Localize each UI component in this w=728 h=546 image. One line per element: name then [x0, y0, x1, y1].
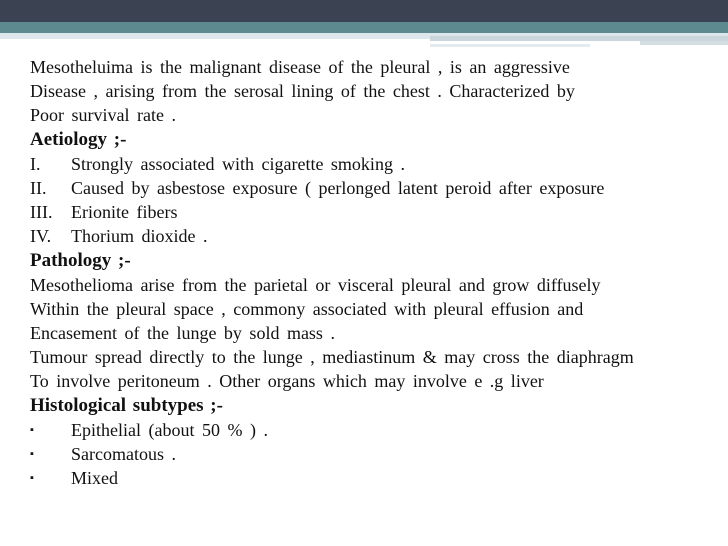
aetiology-heading: Aetiology ;-	[30, 128, 127, 150]
histology-item	[30, 418, 728, 442]
histology-heading: Histological subtypes ;-	[30, 394, 223, 416]
pathology-line: Tumour spread directly to the lunge , mediastinum & may cross the diaphragm	[30, 347, 634, 368]
pathology-line: Encasement of the lunge by sold mass .	[30, 323, 335, 344]
list-marker: I.	[30, 153, 41, 174]
aetiology-item	[30, 200, 728, 224]
header-dark-bar	[0, 0, 728, 22]
list-marker: III.	[30, 202, 53, 223]
list-item-text: Erionite fibers	[71, 202, 178, 223]
aetiology-item	[30, 176, 728, 200]
histology-item	[30, 442, 728, 466]
pathology-line: Mesothelioma arise from the parietal or visceral pleural and grow diffusely	[30, 274, 601, 295]
list-item-text: Caused by asbestose exposure ( perlonged latent peroid after exposure	[71, 177, 605, 198]
aetiology-item	[30, 152, 728, 176]
list-marker: IV.	[30, 226, 52, 247]
header-accent-line	[640, 41, 728, 45]
intro-line: Poor survival rate .	[30, 105, 176, 126]
histology-item	[30, 466, 728, 490]
header-teal-band	[0, 22, 728, 33]
header-accent-line	[430, 44, 590, 47]
square-bullet-icon: ▪	[30, 448, 34, 460]
list-item-text: Thorium dioxide .	[71, 226, 208, 247]
list-item-text: Strongly associated with cigarette smoking .	[71, 153, 405, 174]
list-marker: II.	[30, 177, 47, 198]
pathology-line: Within the pleural space , commony associated with pleural effusion and	[30, 298, 584, 319]
square-bullet-icon: ▪	[30, 472, 34, 485]
intro-line: Mesotheluima is the malignant disease of the pleural , is an aggressive	[30, 57, 570, 77]
list-item-text: Epithelial (about 50 % ) .	[71, 419, 268, 440]
square-bullet-icon: ▪	[30, 423, 34, 436]
pathology-line: To involve peritoneum . Other organs which may involve e .g liver	[30, 371, 544, 392]
pathology-heading: Pathology ;-	[30, 249, 131, 271]
list-item-text: Sarcomatous .	[71, 444, 176, 464]
aetiology-item	[30, 224, 728, 248]
intro-line: Disease , arising from the serosal lining of the chest . Characterized by	[30, 81, 575, 102]
slide-body	[30, 55, 728, 490]
list-item-text: Mixed	[71, 468, 118, 489]
